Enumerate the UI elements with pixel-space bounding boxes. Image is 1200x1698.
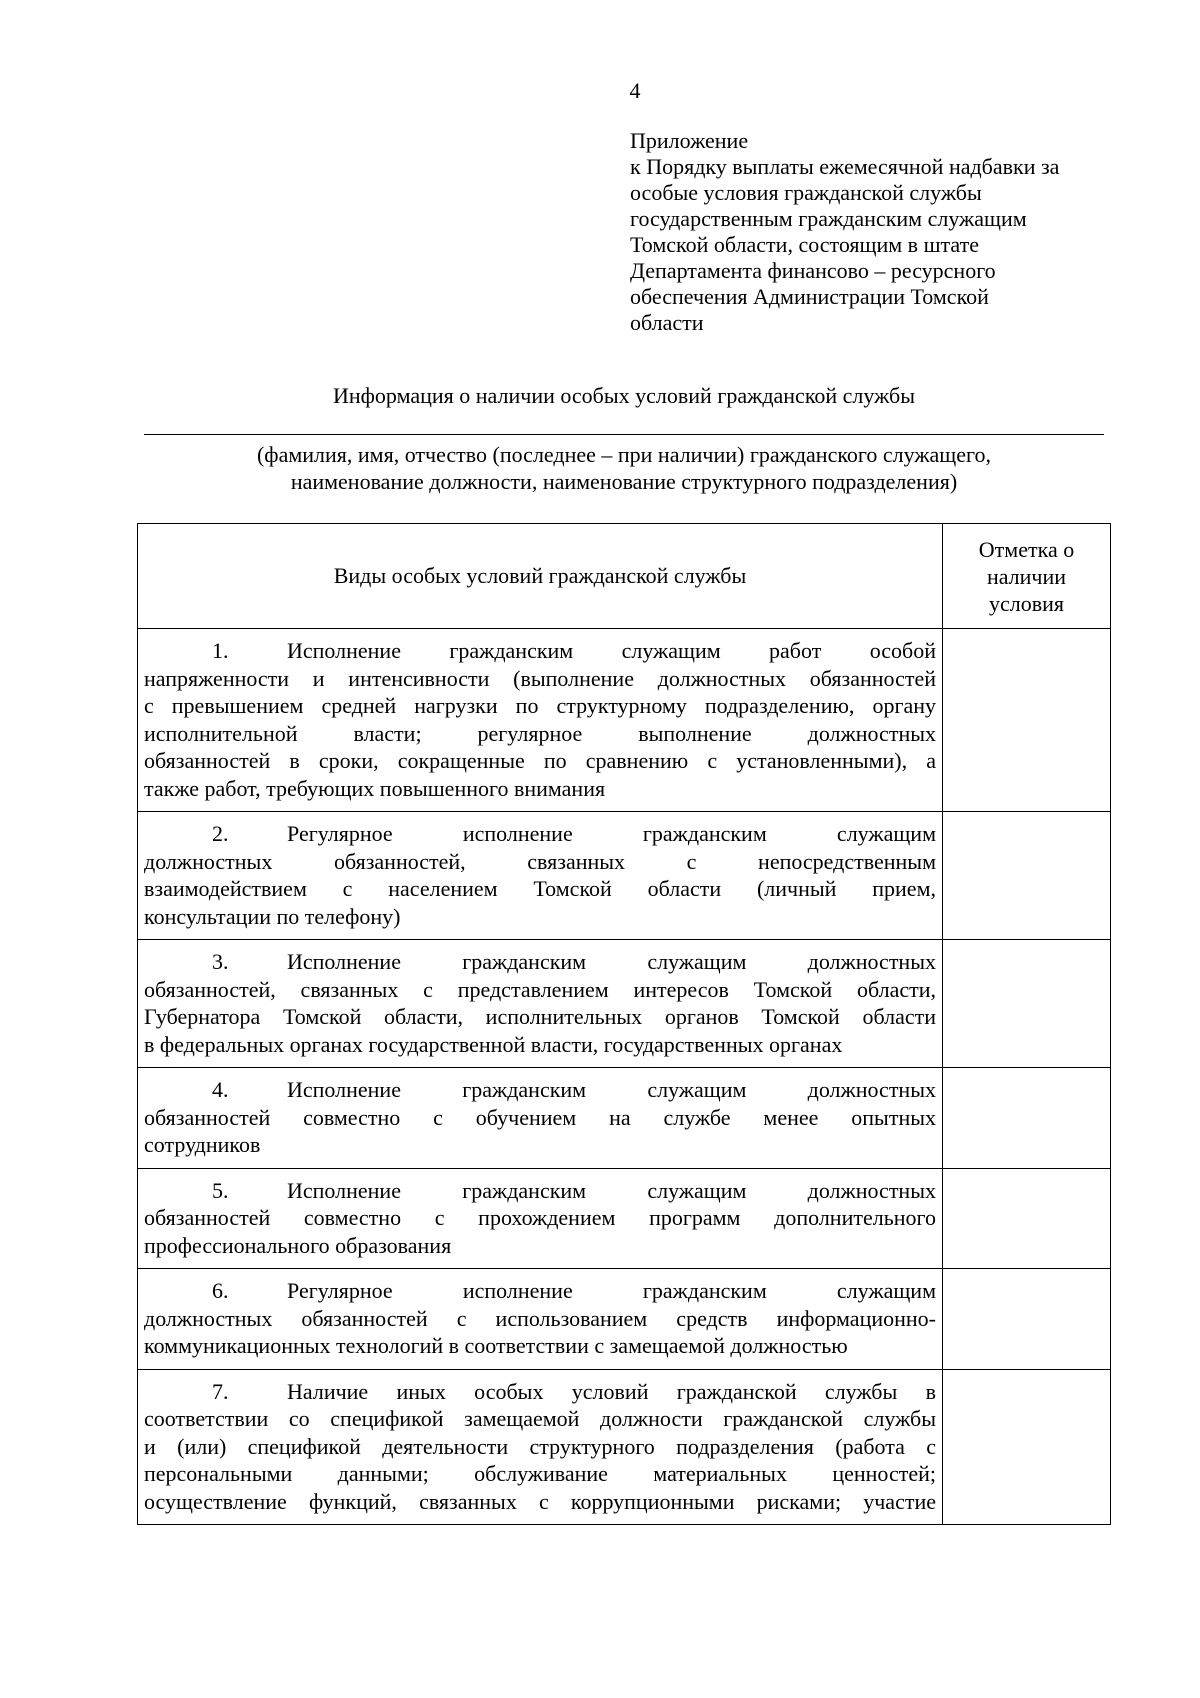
table-row <box>138 812 1111 940</box>
condition-line: исполнительной власти; регулярное выполнение должностных <box>144 720 936 746</box>
appendix-line: Томской области, состоящим в штате <box>630 232 979 257</box>
condition-line: в федеральных органах государственной власти, государственных органах <box>144 1031 843 1057</box>
condition-line: напряженности и интенсивности (выполнение должностных обязанностей <box>144 665 936 691</box>
condition-line: также работ, требующих повышенного внимания <box>144 775 606 801</box>
condition-mark-cell[interactable] <box>943 1269 1111 1370</box>
condition-number: 4. <box>212 1077 229 1102</box>
page-number: 4 <box>629 78 641 103</box>
condition-first-line: Исполнение гражданским служащим должностных <box>287 949 936 974</box>
condition-number: 1. <box>212 638 229 663</box>
appendix-block <box>630 128 1120 336</box>
condition-line: должностных обязанностей, связанных с непосредственным <box>144 848 936 874</box>
condition-line: Губернатора Томской области, исполнительных органов Томской области <box>144 1004 936 1029</box>
condition-mark-cell[interactable] <box>943 940 1111 1068</box>
condition-number: 2. <box>212 821 229 846</box>
header-condition-mark <box>943 524 1111 629</box>
table-row <box>138 940 1111 1068</box>
table-row <box>138 629 1111 812</box>
condition-line: взаимодействием с населением Томской области (личный прием, <box>144 876 936 901</box>
condition-first-line: Наличие иных особых условий гражданской службы в <box>287 1378 936 1404</box>
condition-mark-cell[interactable] <box>943 1068 1111 1169</box>
condition-line: консультации по телефону) <box>144 903 401 929</box>
header-mark-line: Отметка о <box>978 536 1075 562</box>
condition-text <box>138 1068 943 1169</box>
condition-line: обязанностей совместно с обучением на службе менее опытных <box>144 1104 936 1130</box>
condition-number: 7. <box>212 1378 229 1404</box>
condition-number: 5. <box>212 1177 229 1203</box>
condition-number: 3. <box>212 949 229 974</box>
condition-first-line: Регулярное исполнение гражданским служащим <box>287 1278 936 1303</box>
condition-line: должностных обязанностей с использованием средств информационно- <box>144 1305 936 1331</box>
condition-number: 6. <box>212 1278 229 1303</box>
header-condition-kind: Виды особых условий гражданской службы <box>138 524 943 629</box>
condition-line: сотрудников <box>144 1132 261 1157</box>
header-mark-line: условия <box>988 590 1065 616</box>
appendix-line: обеспечения Администрации Томской <box>630 284 989 309</box>
fill-in-line <box>144 434 1104 435</box>
condition-text <box>138 812 943 940</box>
condition-mark-cell[interactable] <box>943 629 1111 812</box>
condition-first-line: Исполнение гражданским служащим должностных <box>287 1077 936 1102</box>
header-mark-line: наличии <box>986 563 1067 589</box>
condition-line: обязанностей совместно с прохождением программ дополнительного <box>144 1205 936 1230</box>
fill-in-caption <box>144 441 1104 495</box>
appendix-line: государственным гражданским служащим <box>630 206 1027 231</box>
condition-line: обязанностей в сроки, сокращенные по сравнению с установленными), а <box>144 748 936 773</box>
condition-mark-cell[interactable] <box>943 812 1111 940</box>
document-title: Информация о наличии особых условий гражданской службы <box>332 383 915 408</box>
condition-line: профессионального образования <box>144 1232 452 1258</box>
appendix-line: к Порядку выплаты ежемесячной надбавки за <box>630 154 1060 179</box>
caption-line: наименование должности, наименование структурного подразделения) <box>290 469 958 494</box>
table-row <box>138 1068 1111 1169</box>
condition-line: коммуникационных технологий в соответствии с замещаемой должностью <box>144 1333 848 1358</box>
condition-mark-cell[interactable] <box>943 1168 1111 1269</box>
condition-line: осуществление функций, связанных с коррупционными рисками; участие <box>144 1488 936 1514</box>
appendix-line: области <box>630 310 704 335</box>
condition-line: соответствии со спецификой замещаемой должности гражданской службы <box>144 1406 936 1431</box>
condition-first-line: Исполнение гражданским служащим должностных <box>287 1177 936 1203</box>
condition-line: с превышением средней нагрузки по структурному подразделению, органу <box>144 693 936 718</box>
caption-line: (фамилия, имя, отчество (последнее – при наличии) гражданского служащего, <box>256 442 991 467</box>
condition-text <box>138 629 943 812</box>
appendix-line: Приложение <box>630 128 749 153</box>
condition-first-line: Исполнение гражданским служащим работ особой <box>287 638 936 663</box>
condition-line: обязанностей, связанных с представлением интересов Томской области, <box>144 976 936 1002</box>
table-header-row <box>138 524 1111 629</box>
table-row <box>138 1369 1111 1525</box>
condition-text <box>138 940 943 1068</box>
condition-line: персональными данными; обслуживание материальных ценностей; <box>144 1461 936 1486</box>
condition-first-line: Регулярное исполнение гражданским служащим <box>287 821 936 846</box>
table-row <box>138 1269 1111 1370</box>
condition-text <box>138 1369 943 1525</box>
condition-mark-cell[interactable] <box>943 1369 1111 1525</box>
conditions-table <box>137 523 1111 1525</box>
appendix-line: Департамента финансово – ресурсного <box>630 258 996 283</box>
condition-line: и (или) спецификой деятельности структурного подразделения (работа с <box>144 1433 936 1459</box>
appendix-line: особые условия гражданской службы <box>630 180 982 205</box>
condition-text <box>138 1269 943 1370</box>
condition-text <box>138 1168 943 1269</box>
table-row <box>138 1168 1111 1269</box>
